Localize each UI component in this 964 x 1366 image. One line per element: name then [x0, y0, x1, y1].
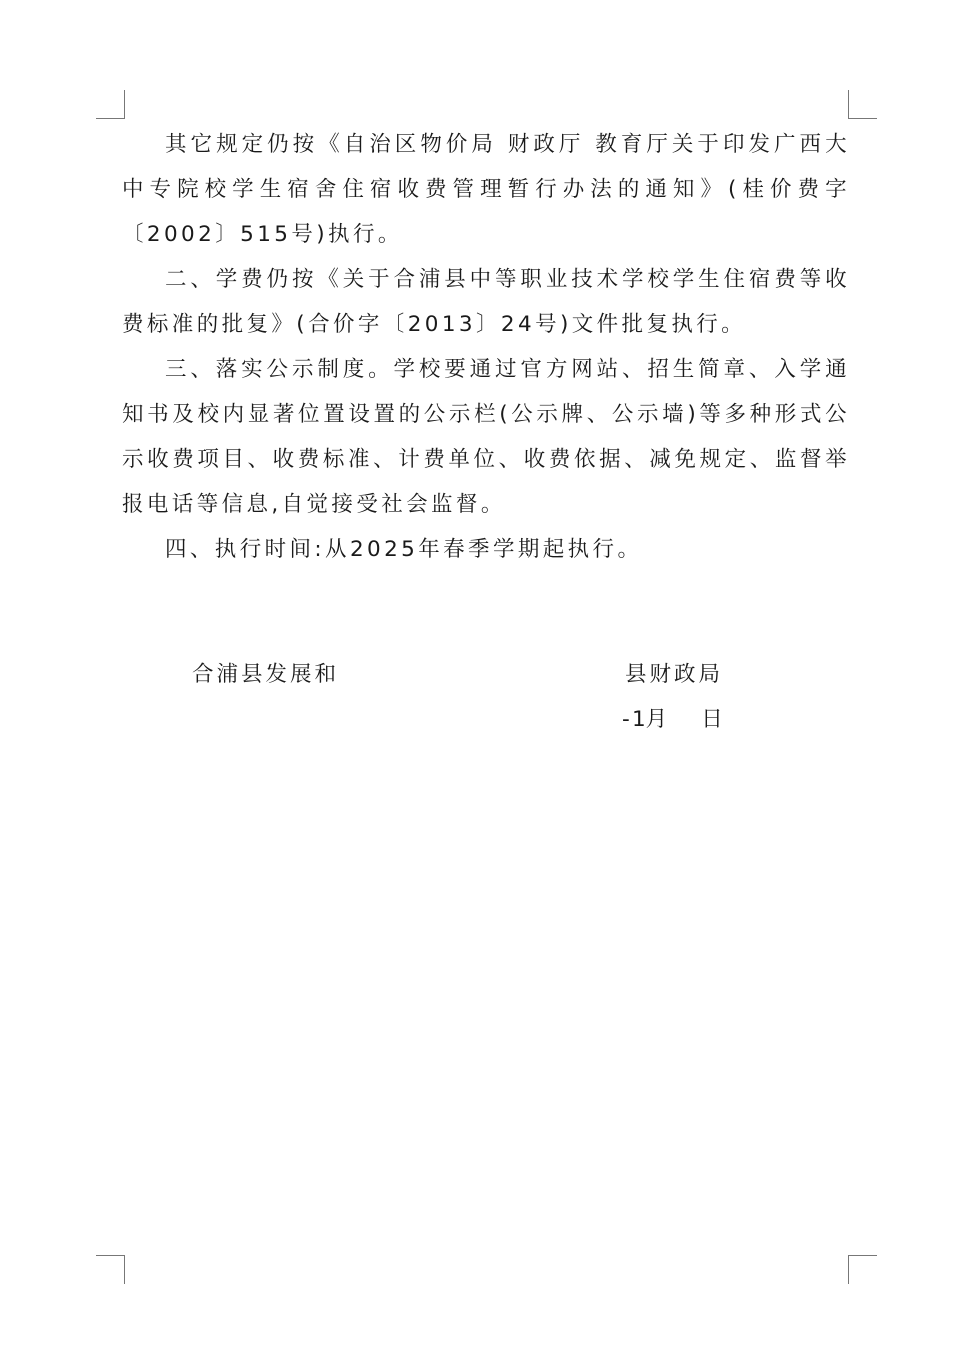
crop-mark-top-right: [848, 90, 877, 119]
crop-mark-bottom-right: [848, 1255, 877, 1284]
date-day: 日: [701, 707, 723, 732]
signature-date: [622, 705, 723, 735]
paragraph-tuition: 二、学费仍按《关于合浦县中等职业技术学校学生住宿费等收费标准的批复》(合价字〔2013〕24号)文件批复执行。: [122, 267, 850, 337]
document-body: [122, 122, 850, 572]
signature-left: 合浦县发展和: [192, 662, 340, 687]
paragraph-other-rules: 其它规定仍按《自治区物价局 财政厅 教育厅关于印发广西大中专院校学生宿舍住宿收费管理暂行办法的通知》(桂价费字〔2002〕515号)执行。: [122, 132, 850, 247]
crop-mark-bottom-left: [96, 1255, 125, 1284]
signature-right: 县财政局: [625, 662, 724, 687]
paragraph-effective-date: 四、执行时间:从2025年春季学期起执行。: [165, 537, 643, 562]
date-fragment: -: [622, 707, 630, 732]
paragraph-disclosure: 三、落实公示制度。学校要通过官方网站、招生简章、入学通知书及校内显著位置设置的公示栏(公示牌、公示墙)等多种形式公示收费项目、收费标准、计费单位、收费依据、减免规定、监督举报电话等信息,自觉接受社会监督。: [122, 357, 850, 517]
date-month: 1月: [632, 707, 668, 732]
crop-mark-top-left: [96, 90, 125, 119]
